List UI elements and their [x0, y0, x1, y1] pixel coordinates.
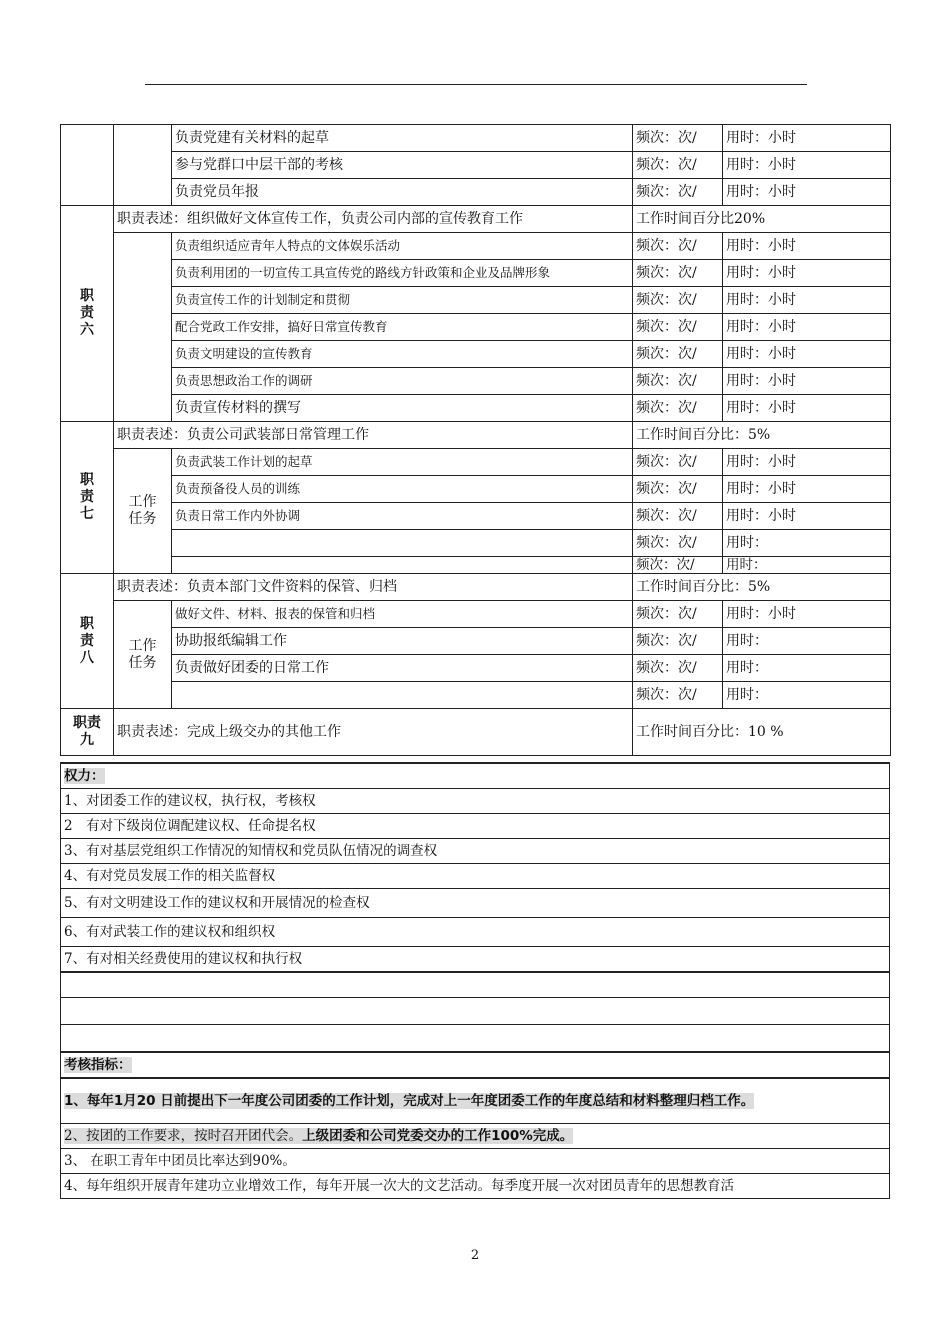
empty-row	[61, 998, 890, 1025]
kpi-heading-text: 考核指标：	[64, 1057, 132, 1073]
table-row	[61, 789, 890, 814]
duty7-label-text: 职责七	[80, 472, 94, 522]
authority-item: 1、对团委工作的建议权，执行权，考核权	[61, 789, 890, 814]
duty6-task-label	[114, 233, 172, 422]
task-name: 负责党建有关材料的起草	[172, 125, 633, 152]
table-row	[61, 998, 890, 1025]
task-name	[172, 530, 633, 557]
table-row	[61, 918, 890, 947]
kpi-item	[61, 1078, 890, 1124]
duty6-label-text: 职责六	[80, 288, 94, 338]
duty7-percent: 工作时间百分比：5%	[633, 422, 891, 449]
table-row	[61, 557, 891, 574]
table-row	[61, 628, 891, 655]
task-name: 协助报纸编辑工作	[172, 628, 633, 655]
table-row	[61, 1174, 890, 1199]
task-time: 用时：小时	[723, 125, 891, 152]
duty9-label-text: 职责九	[73, 715, 101, 748]
table-row	[61, 1025, 890, 1053]
kpi-item-1-text: 1、每年1月20 日前提出下一年度公司团委的工作计划，完成对上一年度团委工作的年度总结和材料整理归档工作。	[64, 1093, 755, 1109]
task-frequency: 频次：次/	[633, 601, 723, 628]
table-row	[61, 839, 890, 864]
duty6-description: 职责表述：组织做好文体宣传工作，负责公司内部的宣传教育工作	[114, 206, 633, 233]
task-name: 负责文明建设的宣传教育	[172, 341, 633, 368]
task-name: 负责思想政治工作的调研	[172, 368, 633, 395]
task-time: 用时：小时	[723, 287, 891, 314]
table-row	[61, 260, 891, 287]
task-name: 负责武装工作计划的起草	[172, 449, 633, 476]
table-row	[61, 972, 890, 998]
table-row	[61, 395, 891, 422]
task-frequency: 频次：次/	[633, 503, 723, 530]
task-name: 负责宣传工作的计划制定和贯彻	[172, 287, 633, 314]
task-frequency: 频次：次/	[633, 655, 723, 682]
task-time: 用时：小时	[723, 503, 891, 530]
task-frequency: 频次：次/	[633, 395, 723, 422]
task-frequency: 频次：次/	[633, 314, 723, 341]
header-rule	[145, 84, 807, 85]
task-name: 做好文件、材料、报表的保管和归档	[172, 601, 633, 628]
task-time: 用时：	[723, 557, 891, 574]
table-row	[61, 476, 891, 503]
task-time: 用时：小时	[723, 314, 891, 341]
table-row	[61, 341, 891, 368]
task-time: 用时：	[723, 628, 891, 655]
table-row	[61, 814, 890, 839]
task-frequency: 频次：次/	[633, 152, 723, 179]
table-row	[61, 314, 891, 341]
task-time: 用时：小时	[723, 179, 891, 206]
table-row	[61, 530, 891, 557]
table-row	[61, 574, 891, 601]
authority-heading-text: 权力：	[64, 768, 105, 784]
table-row	[61, 1052, 890, 1078]
table-row	[61, 233, 891, 260]
task-time: 用时：	[723, 682, 891, 709]
task-time: 用时：小时	[723, 368, 891, 395]
duty7-task-label-text: 工作任务	[128, 494, 157, 527]
table-row	[61, 889, 890, 918]
table-row	[61, 449, 891, 476]
task-frequency: 频次：次/	[633, 368, 723, 395]
table-row	[61, 655, 891, 682]
task-frequency: 频次：次/	[633, 287, 723, 314]
table-row	[61, 601, 891, 628]
table-row	[61, 1078, 890, 1124]
duty9-description: 职责表述：完成上级交办的其他工作	[114, 709, 633, 756]
task-name: 负责党员年报	[172, 179, 633, 206]
table-row	[61, 179, 891, 206]
authority-item: 2 有对下级岗位调配建议权、任命提名权	[61, 814, 890, 839]
table-row	[61, 152, 891, 179]
task-time: 用时：	[723, 655, 891, 682]
task-time: 用时：小时	[723, 152, 891, 179]
task-name: 负责做好团委的日常工作	[172, 655, 633, 682]
table-row	[61, 682, 891, 709]
duty7-task-label	[114, 449, 172, 574]
table-row	[61, 1149, 890, 1174]
task-name: 负责利用团的一切宣传工具宣传党的路线方针政策和企业及品牌形象	[172, 260, 633, 287]
task-frequency: 频次：次/	[633, 449, 723, 476]
authority-item: 6、有对武装工作的建议权和组织权	[61, 918, 890, 947]
authority-item: 3、有对基层党组织工作情况的知情权和党员队伍情况的调查权	[61, 839, 890, 864]
task-time: 用时：小时	[723, 476, 891, 503]
duties-table	[60, 124, 891, 756]
task-frequency: 频次：次/	[633, 233, 723, 260]
table-row	[61, 125, 891, 152]
table-row	[61, 947, 890, 973]
table-row	[61, 709, 891, 756]
kpi-item: 3、 在职工青年中团员比率达到90%。	[61, 1149, 890, 1174]
section-label-cell	[61, 125, 114, 206]
task-time: 用时：小时	[723, 449, 891, 476]
task-frequency: 频次：次/	[633, 260, 723, 287]
duty6-percent: 工作时间百分比20%	[633, 206, 891, 233]
task-time: 用时：小时	[723, 341, 891, 368]
authority-kpi-table	[60, 762, 890, 1199]
table-row	[61, 422, 891, 449]
duty8-task-label-text: 工作任务	[128, 637, 157, 671]
table-row	[61, 763, 890, 789]
page-number: 2	[470, 1248, 480, 1263]
kpi-item	[61, 1124, 890, 1149]
task-time: 用时：小时	[723, 601, 891, 628]
duty8-task-label	[114, 601, 172, 709]
task-name	[172, 557, 633, 574]
table-row	[61, 503, 891, 530]
authority-item: 4、有对党员发展工作的相关监督权	[61, 864, 890, 889]
task-frequency: 频次：次/	[633, 125, 723, 152]
task-frequency: 频次：次/	[633, 341, 723, 368]
authority-item: 7、有对相关经费使用的建议权和执行权	[61, 947, 890, 973]
task-name: 负责预备役人员的训练	[172, 476, 633, 503]
task-frequency: 频次：次/	[633, 476, 723, 503]
task-frequency: 频次：次/	[633, 557, 723, 574]
kpi-heading	[61, 1052, 890, 1078]
table-row	[61, 368, 891, 395]
task-time: 用时：小时	[723, 233, 891, 260]
duty9-percent: 工作时间百分比：10 %	[633, 709, 891, 756]
task-label-cell	[114, 125, 172, 206]
empty-row	[61, 972, 890, 998]
task-frequency: 频次：次/	[633, 530, 723, 557]
kpi-item: 4、每年组织开展青年建功立业增效工作，每年开展一次大的文艺活动。每季度开展一次对团员青年的思想教育活	[61, 1174, 890, 1199]
duty8-label	[61, 574, 114, 709]
table-row	[61, 206, 891, 233]
empty-row	[61, 1025, 890, 1053]
authority-heading	[61, 763, 890, 789]
task-name: 负责日常工作内外协调	[172, 503, 633, 530]
authority-item: 5、有对文明建设工作的建议权和开展情况的检查权	[61, 889, 890, 918]
task-frequency: 频次：次/	[633, 682, 723, 709]
duty9-label	[61, 709, 114, 756]
task-time: 用时：	[723, 530, 891, 557]
task-time: 用时：小时	[723, 395, 891, 422]
task-frequency: 频次：次/	[633, 179, 723, 206]
duty7-label	[61, 422, 114, 574]
duty8-percent: 工作时间百分比：5%	[633, 574, 891, 601]
table-row	[61, 1124, 890, 1149]
task-name: 配合党政工作安排，搞好日常宣传教育	[172, 314, 633, 341]
task-name	[172, 682, 633, 709]
kpi-item-2-text: 2、按团的工作要求，按时召开团代会。	[64, 1128, 303, 1144]
table-row	[61, 287, 891, 314]
task-name: 参与党群口中层干部的考核	[172, 152, 633, 179]
kpi-item-2-bold-text: 上级团委和公司党委交办的工作100%完成。	[302, 1128, 574, 1144]
duty8-description: 职责表述：负责本部门文件资料的保管、归档	[114, 574, 633, 601]
task-name: 负责宣传材料的撰写	[172, 395, 633, 422]
table-row	[61, 864, 890, 889]
task-time: 用时：小时	[723, 260, 891, 287]
duty6-label	[61, 206, 114, 422]
task-name: 负责组织适应青年人特点的文体娱乐活动	[172, 233, 633, 260]
duty7-description: 职责表述：负责公司武装部日常管理工作	[114, 422, 633, 449]
duty8-label-text: 职责八	[80, 615, 94, 666]
task-frequency: 频次：次/	[633, 628, 723, 655]
